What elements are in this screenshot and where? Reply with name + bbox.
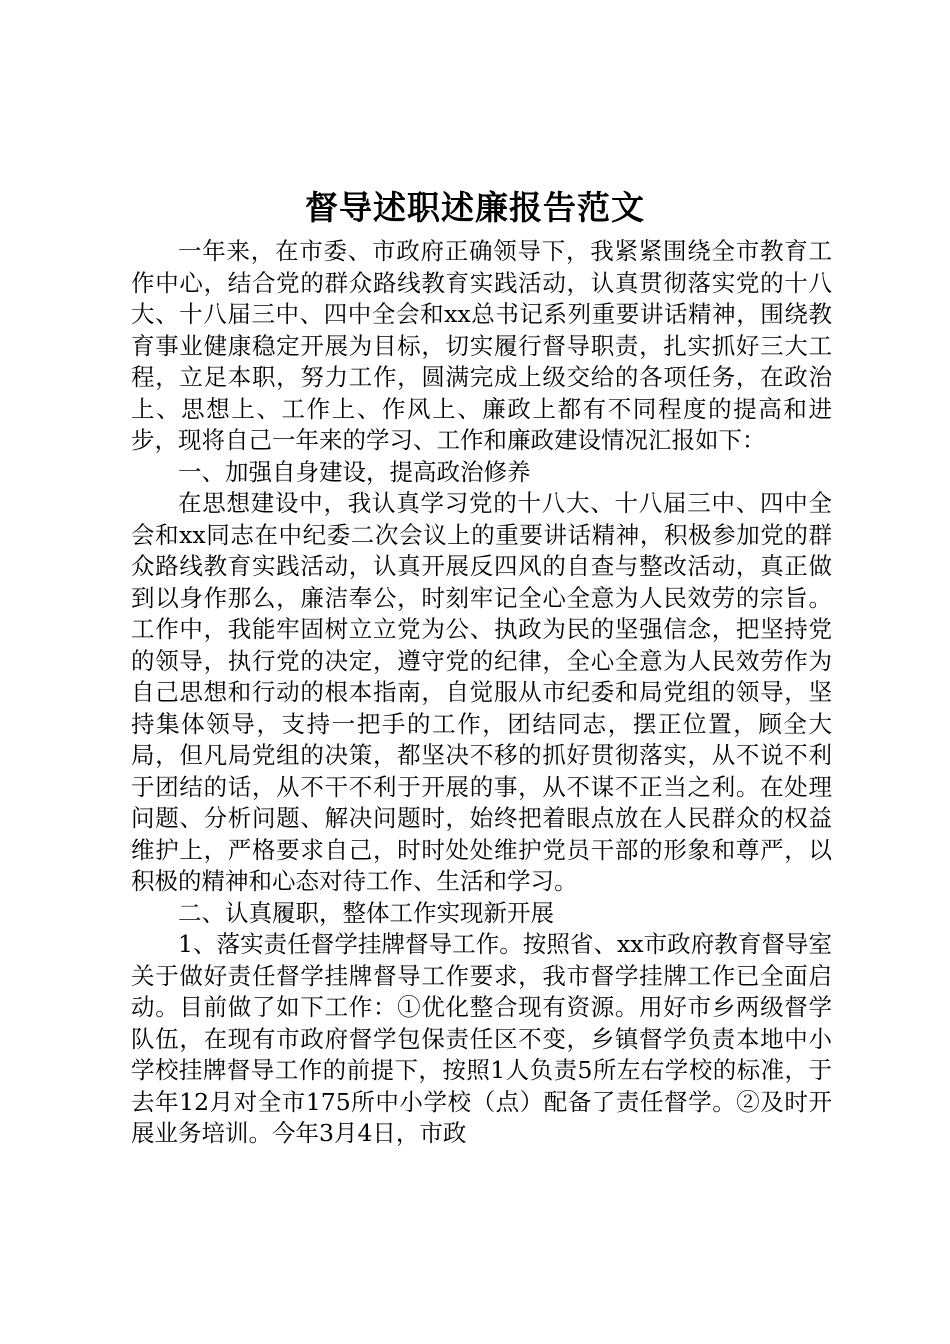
paragraph-section-2-item-1: 1、落实责任督学挂牌督导工作。按照省、xx市政府教育督导室关于做好责任督学挂牌督导工作要求，我市督学挂牌工作已全面启动。目前做了如下工作：①优化整合现有资源。用好市乡两级督学队伍，在现有市政府督学包保责任区不变，乡镇督学负责本地中小学校挂牌督导工作的前提下，按照1人负责5所左右学校的标准，于去年12月对全市175所中小学校（点）配备了责任督学。②及时开展业务培训。今年3月4日，市政 (131, 930, 832, 1147)
section-heading-2: 二、认真履职，整体工作实现新开展 (178, 898, 554, 927)
paragraph-intro: 一年来，在市委、市政府正确领导下，我紧紧围绕全市教育工作中心，结合党的群众路线教育实践活动，认真贯彻落实党的十八大、十八届三中、四中全会和xx总书记系列重要讲话精神，围绕教育事业健康稳定开展为目标，切实履行督导职责，扎实抓好三大工程，立足本职，努力工作，圆满完成上级交给的各项任务，在政治上、思想上、工作上、作风上、廉政上都有不同程度的提高和进步，现将自己一年来的学习、工作和廉政建设情况汇报如下： (131, 237, 832, 454)
document-body (131, 236, 832, 1150)
document-title: 督导述职述廉报告范文 (305, 188, 645, 227)
paragraph-section-1: 在思想建设中，我认真学习党的十八大、十八届三中、四中全会和xx同志在中纪委二次会议上的重要讲话精神，积极参加党的群众路线教育实践活动，认真开展反四风的自查与整改活动，真正做到以身作那么，廉洁奉公，时刻牢记全心全意为人民效劳的宗旨。工作中，我能牢固树立立党为公、执政为民的坚强信念，把坚持党的领导，执行党的决定，遵守党的纪律，全心全意为人民效劳作为自己思想和行动的根本指南，自觉服从市纪委和局党组的领导，坚持集体领导，支持一把手的工作，团结同志，摆正位置，顾全大局，但凡局党组的决策，都坚决不移的抓好贯彻落实，从不说不利于团结的话，从不干不利于开展的事，从不谋不正当之利。在处理问题、分析问题、解决问题时，始终把着眼点放在人民群众的权益维护上，严格要求自己，时时处处维护党员干部的形象和尊严，以积极的精神和心态对待工作、生活和学习。 (131, 489, 832, 895)
section-heading-1: 一、加强自身建设，提高政治修养 (178, 457, 531, 486)
